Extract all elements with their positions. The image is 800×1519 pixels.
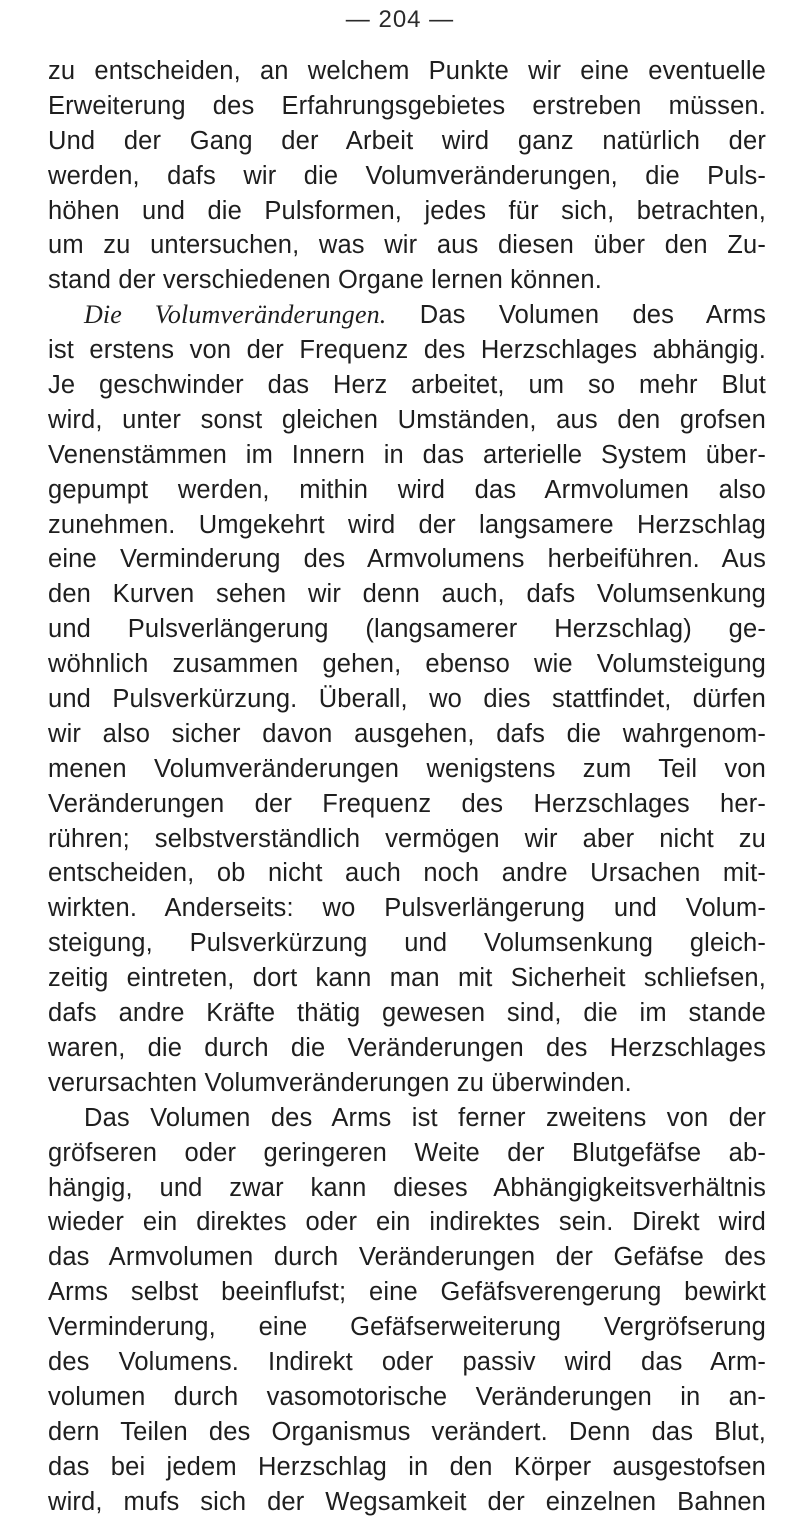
text-line: menen Volumveränderungen wenigstens zum Teil von: [48, 754, 766, 783]
text-line: Arms selbst beeinflufst; eine Gefäfsverengerung bewirkt: [48, 1278, 766, 1307]
text-line: um zu untersuchen, was wir aus diesen über den Zu-: [48, 231, 766, 260]
text-line: Je geschwinder das Herz arbeitet, um so mehr Blut: [48, 371, 766, 400]
text-line: steigung, Pulsverkürzung und Volumsenkung gleich-: [48, 929, 766, 958]
text-line: des Volumens. Indirekt oder passiv wird das Arm-: [48, 1347, 766, 1376]
text-line: gepumpt werden, mithin wird das Armvolumen also: [48, 475, 766, 504]
text-line: wird, unter sonst gleichen Umständen, aus den grofsen: [48, 405, 766, 434]
text-line: und Pulsverlängerung (langsamerer Herzschlag) ge-: [48, 615, 766, 644]
text-line: eine Verminderung des Armvolumens herbeiführen. Aus: [48, 545, 766, 574]
text-line: wir also sicher davon ausgehen, dafs die wahrgenom-: [48, 719, 766, 748]
text-line: verursachten Volumveränderungen zu überwinden.: [48, 1068, 632, 1097]
text-line: wieder ein direktes oder ein indirektes sein. Direkt wird: [48, 1208, 766, 1237]
text-line: hängig, und zwar kann dieses Abhängigkeitsverhältnis: [48, 1173, 766, 1202]
text-line: wöhnlich zusammen gehen, ebenso wie Volumsteigung: [48, 650, 766, 679]
text-line: entscheiden, ob nicht auch noch andre Ursachen mit-: [48, 859, 766, 888]
text-line: waren, die durch die Veränderungen des Herzschlages: [48, 1033, 766, 1062]
text-line: höhen und die Pulsformen, jedes für sich, betrachten,: [48, 196, 766, 225]
text-fragment: Das Volumen des Arms: [419, 301, 766, 330]
text-line: dafs andre Kräfte thätig gewesen sind, die im stande: [48, 999, 766, 1028]
text-line: rühren; selbstverständlich vermögen wir aber nicht zu: [48, 824, 766, 853]
text-line: Erweiterung des Erfahrungsgebietes erstreben müssen.: [48, 91, 766, 120]
text-line: volumen durch vasomotorische Veränderungen in an-: [48, 1382, 766, 1411]
text-line: zeitig eintreten, dort kann man mit Sicherheit schliefsen,: [48, 964, 766, 993]
text-line: werden, dafs wir die Volumveränderungen, die Puls-: [48, 161, 766, 190]
section-start-line: [48, 298, 766, 333]
text-line: wird, mufs sich der Wegsamkeit der einzelnen Bahnen: [48, 1487, 766, 1516]
text-line: Venenstämmen im Innern in das arterielle System über-: [48, 440, 766, 469]
text-line: Veränderungen der Frequenz des Herzschlages her-: [48, 789, 766, 818]
text-line: den Kurven sehen wir denn auch, dafs Volumsenkung: [48, 580, 766, 609]
text-line: zu entscheiden, an welchem Punkte wir eine eventuelle: [48, 57, 766, 85]
page-number: — 204 —: [345, 6, 455, 33]
text-line: Und der Gang der Arbeit wird ganz natürlich der: [48, 126, 766, 155]
section-heading: Die Volumveränderungen.: [84, 300, 387, 330]
text-line: gröfseren oder geringeren Weite der Blutgefäfse ab-: [48, 1138, 766, 1167]
text-line: dern Teilen des Organismus verändert. Denn das Blut,: [48, 1417, 766, 1446]
text-line: stand der verschiedenen Organe lernen können.: [48, 266, 602, 295]
text-line: das Armvolumen durch Veränderungen der Gefäfse des: [48, 1243, 766, 1272]
text-line: das bei jedem Herzschlag in den Körper ausgestofsen: [48, 1452, 766, 1481]
text-line: Das Volumen des Arms ist ferner zweitens von der: [84, 1103, 766, 1132]
body-text: [48, 54, 766, 1519]
text-line: wirkten. Anderseits: wo Pulsverlängerung und Volum-: [48, 894, 766, 923]
text-line: und Pulsverkürzung. Überall, wo dies stattfindet, dürfen: [48, 685, 766, 714]
text-line: zunehmen. Umgekehrt wird der langsamere Herzschlag: [48, 510, 766, 539]
text-line: ist erstens von der Frequenz des Herzschlages abhängig.: [48, 336, 766, 365]
text-line: Verminderung, eine Gefäfserweiterung Vergröfserung: [48, 1313, 766, 1342]
